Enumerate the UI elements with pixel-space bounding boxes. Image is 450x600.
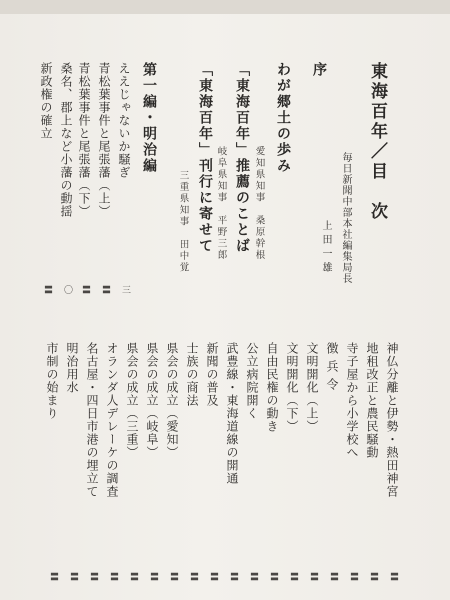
part1-heading: 第一編・明治編 (141, 62, 157, 174)
publisher-name: 上田一雄 (320, 220, 331, 276)
page-number: 〓 (168, 572, 178, 581)
page-number: 〓 (288, 572, 298, 581)
toc-entry: 徴兵令 (325, 342, 339, 396)
toc-entry: 寺子屋から小学校へ (345, 342, 359, 459)
mie-governor: 三重県知事 田中覚 (177, 170, 189, 274)
page-number: 〓 (368, 572, 378, 581)
toc-entry: 県会の成立（愛知） (165, 342, 179, 459)
page-number: 〓 (208, 572, 218, 581)
preface-heading: 序 (311, 62, 327, 78)
page-number: 〓 (100, 285, 110, 294)
toc-entry: 新政権の確立 (39, 62, 53, 140)
page-number: 〓 (328, 572, 338, 581)
toc-entry: オランダ人デレーケの調査 (105, 342, 119, 498)
dedication-heading: 「東海百年」刊行に寄せて (197, 62, 213, 254)
toc-entry: 県会の成立（三重） (125, 342, 139, 459)
toc-entry: 公立病院開く (245, 342, 259, 420)
toc-entry: 自由民権の動き (265, 342, 279, 433)
toc-entry: 市制の始まり (45, 342, 59, 420)
page-number: 〇 (62, 285, 72, 294)
toc-entry: 神仏分離と伊勢・熱田神宮 (385, 342, 399, 498)
toc-entry: 桑名、郡上など小藩の動揺 (59, 62, 73, 218)
page-number: 〓 (388, 572, 398, 581)
toc-entry: 県会の成立（岐阜） (145, 342, 159, 459)
toc-entry: 青松葉事件と尾張藩（上） (97, 62, 111, 218)
page-number: 〓 (88, 572, 98, 581)
recommendation-heading: 「東海百年」推薦のことば (234, 62, 250, 254)
page-number: 〓 (42, 285, 52, 294)
my-hometown-heading: わが郷土の歩み (275, 62, 291, 174)
page-number: 〓 (48, 572, 58, 581)
page-number: 〓 (308, 572, 318, 581)
publisher-title: 毎日新聞中部本社編集局長 (340, 152, 351, 284)
toc-entry: 青松葉事件と尾張藩（下） (77, 62, 91, 218)
page-number: 〓 (148, 572, 158, 581)
toc-entry: 士族の商法 (185, 342, 199, 407)
toc-entry: 武豊線・東海道線の開通 (225, 342, 239, 485)
page-number: 〓 (348, 572, 358, 581)
toc-entry: 名古屋・四日市港の埋立て (85, 342, 99, 498)
page-top-edge (0, 0, 450, 14)
page-number: 〓 (268, 572, 278, 581)
toc-entry: 文明開化（下） (285, 342, 299, 433)
page-number: 〓 (188, 572, 198, 581)
toc-title: 東海百年／目 次 (367, 62, 387, 222)
toc-entry: 文明開化（上） (305, 342, 319, 433)
aichi-governor: 愛知県知事 桑原幹根 (253, 146, 265, 261)
page-number: 〓 (68, 572, 78, 581)
gifu-governor: 岐阜県知事 平野三郎 (215, 146, 227, 261)
page-number: 〓 (228, 572, 238, 581)
toc-entry: 明治用水 (65, 342, 79, 394)
page-number: 〓 (108, 572, 118, 581)
toc-entry: ええじゃないか騒ぎ (117, 62, 131, 179)
page-number: 〓 (80, 285, 90, 294)
toc-entry: 地租改正と農民騒動 (365, 342, 379, 459)
page-number: 三 (120, 285, 130, 294)
toc-entry: 新聞の普及 (205, 342, 219, 407)
page-number: 〓 (248, 572, 258, 581)
page-number: 〓 (128, 572, 138, 581)
